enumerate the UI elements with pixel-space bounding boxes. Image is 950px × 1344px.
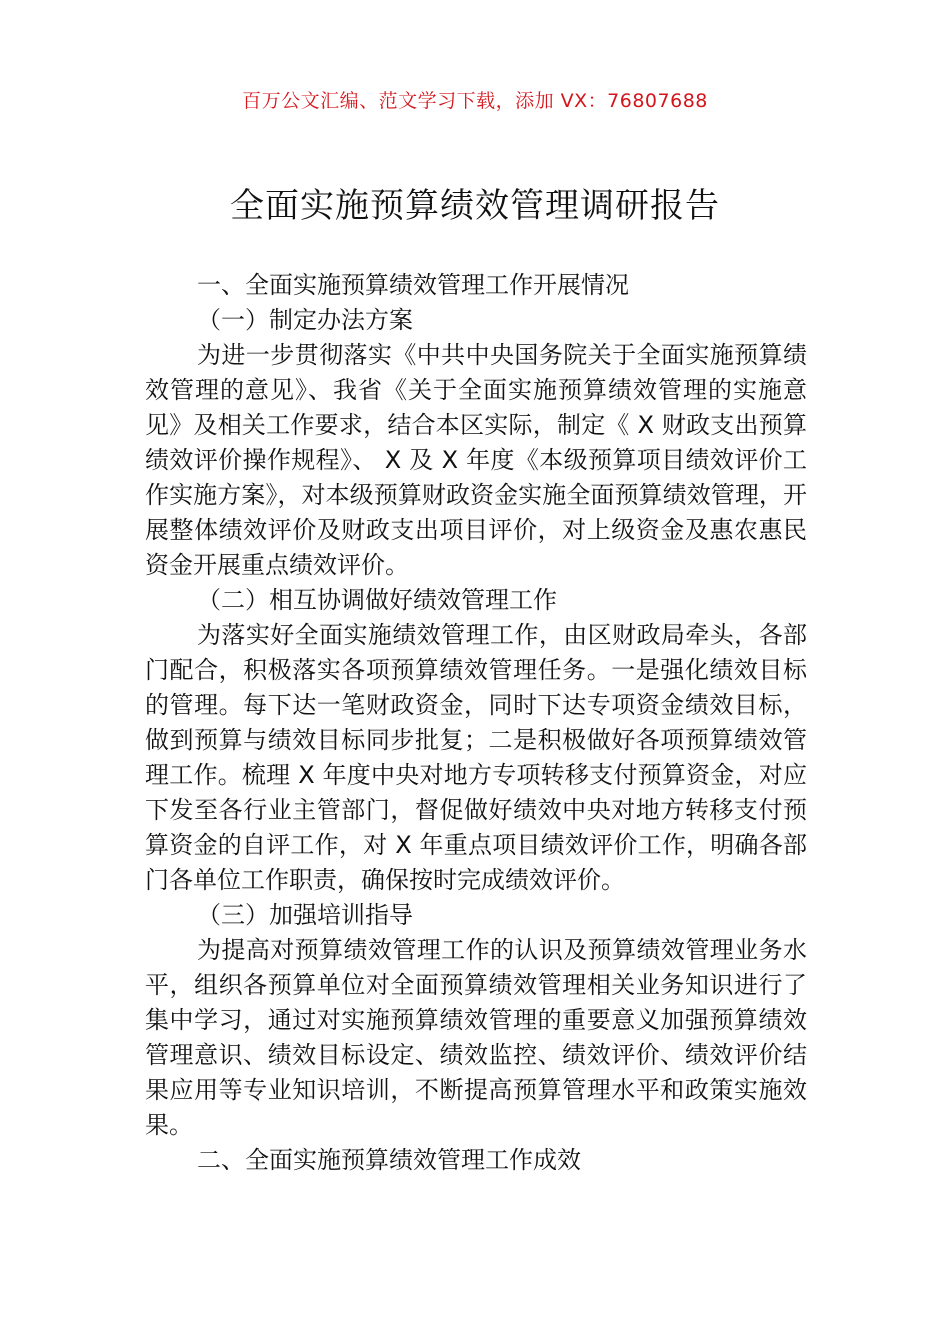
- page-title: 全面实施预算绩效管理调研报告: [230, 186, 720, 226]
- document-body: [145, 268, 807, 1178]
- section-heading-2: 二、全面实施预算绩效管理工作成效: [197, 1146, 581, 1174]
- section-heading-1: 一、全面实施预算绩效管理工作开展情况: [197, 271, 629, 299]
- promo-banner: 百万公文汇编、范文学习下载，添加 VX：76807688: [242, 90, 708, 112]
- paragraph-2: 为落实好全面实施绩效管理工作，由区财政局牵头，各部门配合，积极落实各项预算绩效管理任务。一是强化绩效目标的管理。每下达一笔财政资金，同时下达专项资金绩效目标，做到预算与绩效目标同步批复；二是积极做好各项预算绩效管理工作。梳理 X 年度中央对地方专项转移支付预算资金，对应下发至各行业主管部门，督促做好绩效中央对地方转移支付预算资金的自评工作，对 X 年重点项目绩效评价工作，明确各部门各单位工作职责，确保按时完成绩效评价。: [145, 621, 807, 894]
- paragraph-1: 为进一步贯彻落实《中共中央国务院关于全面实施预算绩效管理的意见》、我省《关于全面实施预算绩效管理的实施意见》及相关工作要求，结合本区实际，制定《 X 财政支出预算绩效评价操作规程》、 X 及 X 年度《本级预算项目绩效评价工作实施方案》，对本级预算财政资金实施全面预算绩效管理，开展整体绩效评价及财政支出项目评价，对上级资金及惠农惠民资金开展重点绩效评价。: [145, 341, 807, 579]
- paragraph-3: 为提高对预算绩效管理工作的认识及预算绩效管理业务水平，组织各预算单位对全面预算绩效管理相关业务知识进行了集中学习，通过对实施预算绩效管理的重要意义加强预算绩效管理意识、绩效目标设定、绩效监控、绩效评价、绩效评价结果应用等专业知识培训，不断提高预算管理水平和政策实施效果。: [145, 936, 807, 1139]
- subsection-heading-1: （一）制定办法方案: [197, 306, 413, 334]
- subsection-heading-3: （三）加强培训指导: [197, 901, 413, 929]
- subsection-heading-2: （二）相互协调做好绩效管理工作: [197, 586, 557, 614]
